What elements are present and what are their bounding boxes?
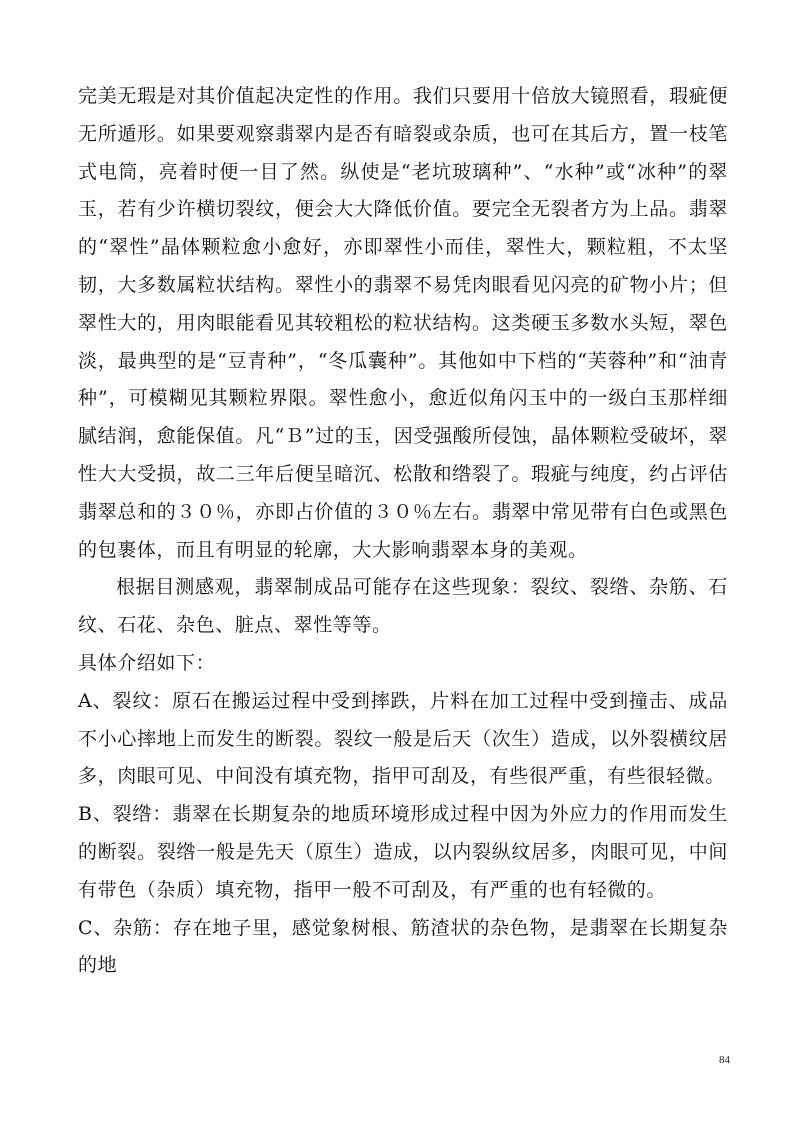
- page-number: 84: [719, 1054, 730, 1066]
- paragraph-intro-heading: 具体介绍如下：: [78, 651, 216, 674]
- paragraph-item-a-cracks: A、裂纹：原石在搬运过程中受到摔跌，片料在加工过程中受到撞击、成品不小心摔地上而发生的断裂。裂纹一般是后天（次生）造成，以外裂横纹居多，肉眼可见、中间没有填充物，指甲可刮及，有些很严重，有些很轻微。: [78, 689, 728, 788]
- paragraph-item-b-fissures: B、裂绺：翡翠在长期复杂的地质环境形成过程中因为外应力的作用而发生的断裂。裂绺一般是先天（原生）造成，以内裂纵纹居多，肉眼可见，中间有带色（杂质）填充物，指甲一般不可刮及，有严重的也有轻微的。: [78, 803, 728, 901]
- paragraph-item-c-impurity-veins: C、杂筋：存在地子里，感觉象树根、筋渣状的杂色物，是翡翠在长期复杂的地: [78, 916, 728, 977]
- document-body: [78, 78, 728, 985]
- paragraph-flaws-purity: 完美无瑕是对其价值起决定性的作用。我们只要用十倍放大镜照看，瑕疵便无所遁形。如果要观察翡翠内是否有暗裂或杂质，也可在其后方，置一枝笔式电筒，亮着时便一目了然。纵使是“老坑玻璃种”、“水种”或“冰种”的翠玉，若有少许横切裂纹，便会大大降低价值。要完全无裂者方为上品。翡翠的“翠性”晶体颗粒愈小愈好，亦即翠性小而佳，翠性大，颗粒粗，不太坚韧，大多数属粒状结构。翠性小的翡翠不易凭肉眼看见闪亮的矿物小片；但翠性大的，用肉眼能看见其较粗松的粒状结构。这类硬玉多数水头短，翠色淡，最典型的是“豆青种”，“冬瓜囊种”。其他如中下档的“芙蓉种”和“油青种”，可模糊见其颗粒界限。翠性愈小，愈近似角闪玉中的一级白玉那样细腻结润，愈能保值。凡“Ｂ”过的玉，因受强酸所侵蚀，晶体颗粒受破坏，翠性大大受损，故二三年后便呈暗沉、松散和绺裂了。瑕疵与纯度，约占评估翡翠总和的３０％，亦即占价值的３０％左右。翡翠中常见带有白色或黑色的包裹体，而且有明显的轮廓，大大影响翡翠本身的美观。: [78, 85, 728, 561]
- paragraph-visual-inspection: 根据目测感观，翡翠制成品可能存在这些现象：裂纹、裂绺、杂筋、石纹、石花、杂色、脏点、翠性等等。: [78, 576, 728, 637]
